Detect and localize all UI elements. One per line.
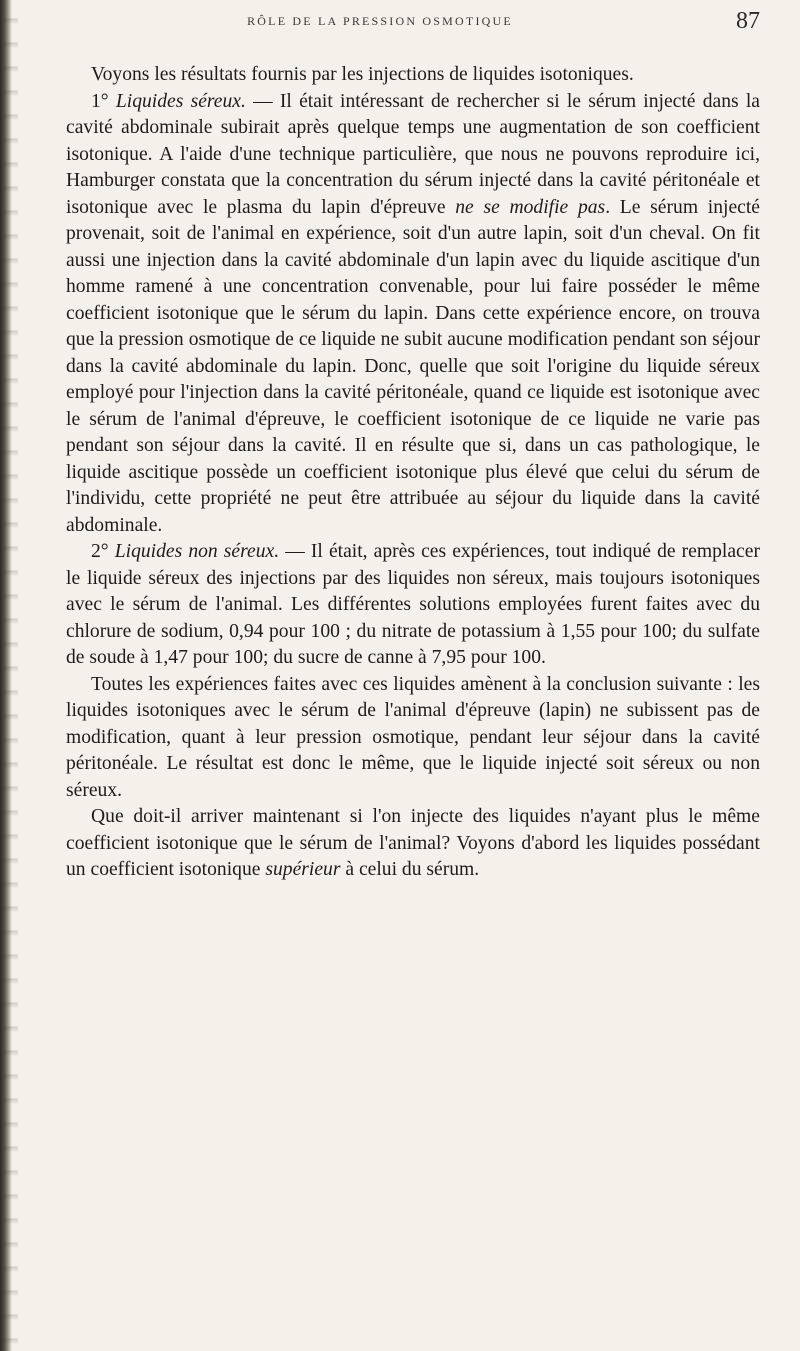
page-number: 87 bbox=[736, 8, 760, 34]
running-head: RÔLE DE LA PRESSION OSMOTIQUE bbox=[247, 14, 513, 28]
page-body bbox=[66, 62, 760, 884]
section-number: 2° bbox=[91, 541, 109, 562]
paragraph-intro bbox=[66, 62, 760, 89]
paragraph-text: — Il était, après ces expériences, tout indiqué de remplacer le liquide séreux des injections par des liquides non séreux, mais toujours isotoniques avec le sérum de l'animal. Les différentes solutions employées furent faites avec du chlorure de sodium, 0,94 pour 100 ; du nitrate de potassium à 1,55 pour 100; du sulfate de soude à 1,47 pour 100; du sucre de canne à 7,95 pour 100. bbox=[66, 541, 760, 668]
paragraph-liquides-sereux bbox=[66, 89, 760, 540]
paragraph-text: Que doit-il arriver maintenant si l'on injecte des liquides n'ayant plus le même coefficient isotonique que le sérum de l'animal? Voyons d'abord les liquides possédant un coefficient isotonique supérieur à celui du sérum. bbox=[66, 806, 760, 880]
page-header bbox=[60, 8, 760, 48]
paragraph-conclusion bbox=[66, 672, 760, 805]
section-label: Liquides séreux. bbox=[115, 90, 246, 112]
section-number: 1° bbox=[91, 90, 109, 112]
paragraph-question bbox=[66, 804, 760, 884]
paragraph-liquides-non-sereux bbox=[66, 539, 760, 672]
binding-marks bbox=[0, 0, 18, 1351]
paragraph-text: Toutes les expériences faites avec ces liquides amènent à la conclusion suivante : les liquides isotoniques avec le sérum de l'animal d'épreuve (lapin) ne subissent pas de modification, quant à leur pression osmotique, pendant leur séjour dans la cavité péritonéale. Le résultat est donc le même, que le liquide injecté soit séreux ou non séreux. bbox=[66, 673, 760, 801]
paragraph-text: Voyons les résultats fournis par les injections de liquides isotoniques. bbox=[91, 64, 634, 85]
paragraph-text: — Il était intéressant de rechercher si le sérum injecté dans la cavité abdominale subirait après quelque temps une augmentation de son coefficient isotonique. A l'aide d'une technique particulière, que nous ne pouvons reproduire ici, Hamburger constata que la concentration du sérum injecté dans la cavité péritonéale et isotonique avec le plasma du lapin d'épreuve ne se modifie pas. Le sérum injecté provenait, soit de l'animal en expérience, soit d'un autre lapin, soit d'un cheval. On fit aussi une injection dans la cavité abdominale d'un lapin avec du liquide ascitique d'un homme ramené à une concentration convenable, pour lui faire posséder le même coefficient isotonique que le sérum du lapin. Dans cette expérience encore, on trouva que la pression osmotique de ce liquide ne subit aucune modification pendant son séjour dans la cavité abdominale du lapin. Donc, quelle que soit l'origine du liquide séreux employé pour l'injection dans la cavité péritonéale, quand ce liquide est isotonique avec le sérum de l'animal d'épreuve, le coefficient isotonique de ce liquide ne varie pas pendant son séjour dans la cavité. Il en résulte que si, dans un cas pathologique, le liquide ascitique possède un coefficient isotonique plus élevé que celui du sérum de l'individu, cette propriété ne peut être attribuée au séjour du liquide dans la cavité abdominale. bbox=[66, 90, 760, 536]
section-label: Liquides non séreux. bbox=[114, 541, 280, 562]
